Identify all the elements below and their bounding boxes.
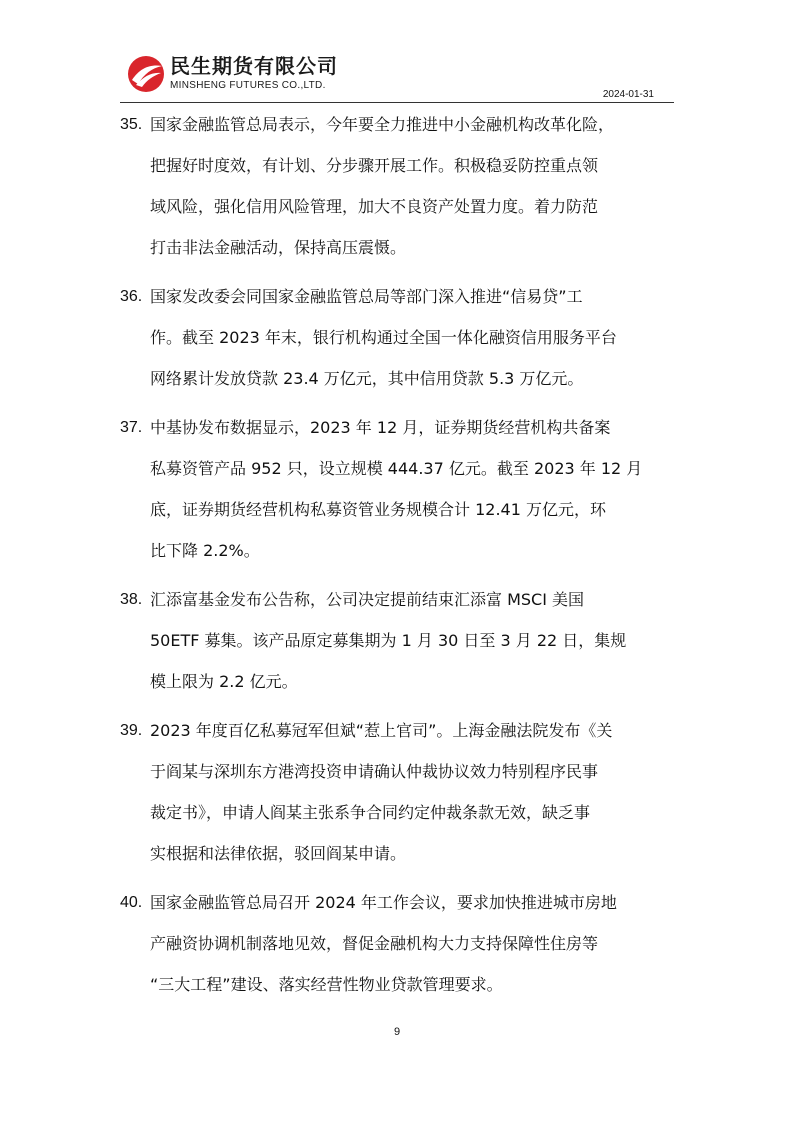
- page-header: [0, 0, 794, 110]
- item-number: 38.: [120, 591, 143, 608]
- item-text: [150, 882, 674, 1005]
- text-line: 50ETF 募集。该产品原定募集期为 1 月 30 日至 3 月 22 日，集规: [150, 631, 627, 650]
- item-number: 40.: [120, 894, 143, 911]
- text-line: 国家金融监管总局召开 2024 年工作会议，要求加快推进城市房地: [150, 893, 617, 912]
- text-line: 2023 年度百亿私募冠军但斌“惹上官司”。上海金融法院发布《关: [150, 721, 613, 740]
- list-item: [0, 710, 794, 874]
- text-line: 国家金融监管总局表示，今年要全力推进中小金融机构改革化险，: [150, 115, 615, 134]
- item-text: [150, 104, 674, 268]
- text-line: 底，证券期货经营机构私募资管业务规模合计 12.41 万亿元，环: [150, 500, 606, 519]
- item-text: [150, 276, 674, 399]
- item-number: 37.: [120, 419, 143, 436]
- list-item: [0, 579, 794, 702]
- report-date: 2024-01-31: [602, 89, 654, 100]
- item-number: 35.: [120, 116, 143, 133]
- text-line: 于阎某与深圳东方港湾投资申请确认仲裁协议效力特别程序民事: [150, 762, 599, 781]
- text-line: 私募资管产品 952 只，设立规模 444.37 亿元。截至 2023 年 12 月: [150, 459, 643, 478]
- list-item: [0, 882, 794, 1005]
- news-list: [0, 104, 794, 1013]
- text-line: 比下降 2.2%。: [150, 541, 260, 560]
- text-line: 网络累计发放贷款 23.4 万亿元，其中信用贷款 5.3 万亿元。: [150, 369, 584, 388]
- text-line: 中基协发布数据显示，2023 年 12 月，证券期货经营机构共备案: [150, 418, 611, 437]
- text-line: 国家发改委会同国家金融监管总局等部门深入推进“信易贷”工: [150, 287, 583, 306]
- text-line: “三大工程”建设、落实经营性物业贷款管理要求。: [150, 975, 503, 994]
- minsheng-logo-icon: [126, 54, 166, 94]
- company-name-cn: 民生期货有限公司: [170, 54, 338, 78]
- item-number: 36.: [120, 288, 143, 305]
- item-text: [150, 407, 674, 571]
- company-name-en: MINSHENG FUTURES CO.,LTD.: [170, 80, 326, 91]
- text-line: 把握好时度效，有计划、分步骤开展工作。积极稳妥防控重点领: [150, 156, 599, 175]
- text-line: 模上限为 2.2 亿元。: [150, 672, 298, 691]
- text-line: 裁定书》，申请人阎某主张系争合同约定仲裁条款无效，缺乏事: [150, 803, 591, 822]
- brand: [170, 54, 338, 91]
- item-text: [150, 579, 674, 702]
- text-line: 汇添富基金发布公告称，公司决定提前结束汇添富 MSCI 美国: [150, 590, 585, 609]
- list-item: [0, 407, 794, 571]
- text-line: 打击非法金融活动，保持高压震慑。: [150, 238, 407, 257]
- text-line: 产融资协调机制落地见效，督促金融机构大力支持保障性住房等: [150, 934, 599, 953]
- list-item: [0, 104, 794, 268]
- text-line: 域风险，强化信用风险管理，加大不良资产处置力度。着力防范: [150, 197, 599, 216]
- header-divider: [120, 102, 674, 103]
- text-line: 作。截至 2023 年末，银行机构通过全国一体化融资信用服务平台: [150, 328, 617, 347]
- list-item: [0, 276, 794, 399]
- page-number: 9: [393, 1026, 401, 1038]
- item-text: [150, 710, 674, 874]
- text-line: 实根据和法律依据，驳回阎某申请。: [150, 844, 407, 863]
- item-number: 39.: [120, 722, 143, 739]
